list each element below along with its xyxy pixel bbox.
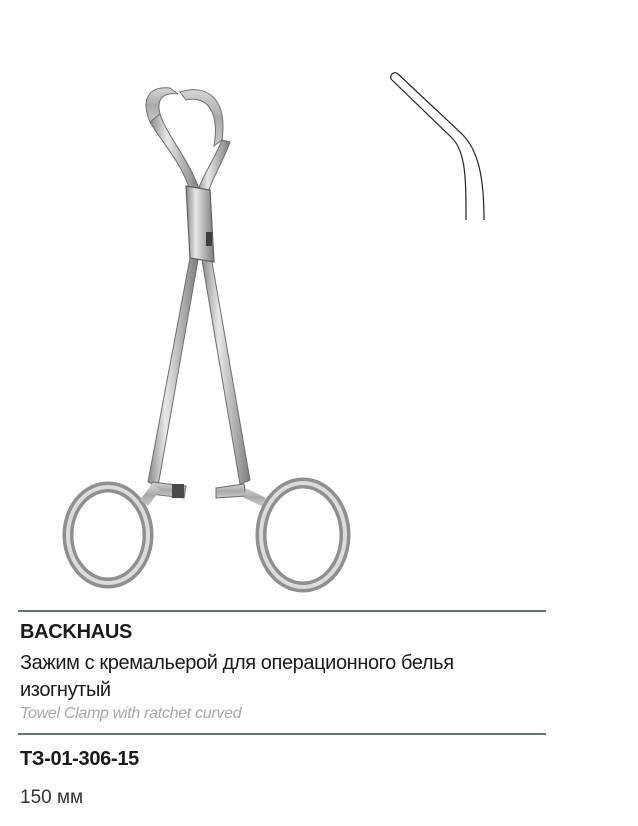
product-description-ru: Зажим с кремальерой для операционного белья изогнутый — [20, 652, 454, 701]
towel-clamp-photo — [68, 88, 345, 587]
curved-tip-profile-drawing — [391, 73, 484, 220]
bottom-divider — [18, 733, 546, 735]
product-description-en: Towel Clamp with ratchet curved — [20, 705, 242, 722]
product-code: ТЗ-01-306-15 — [20, 748, 139, 770]
product-size: 150 мм — [20, 787, 84, 808]
product-brand: BACKHAUS — [20, 621, 133, 643]
top-divider — [18, 610, 546, 612]
